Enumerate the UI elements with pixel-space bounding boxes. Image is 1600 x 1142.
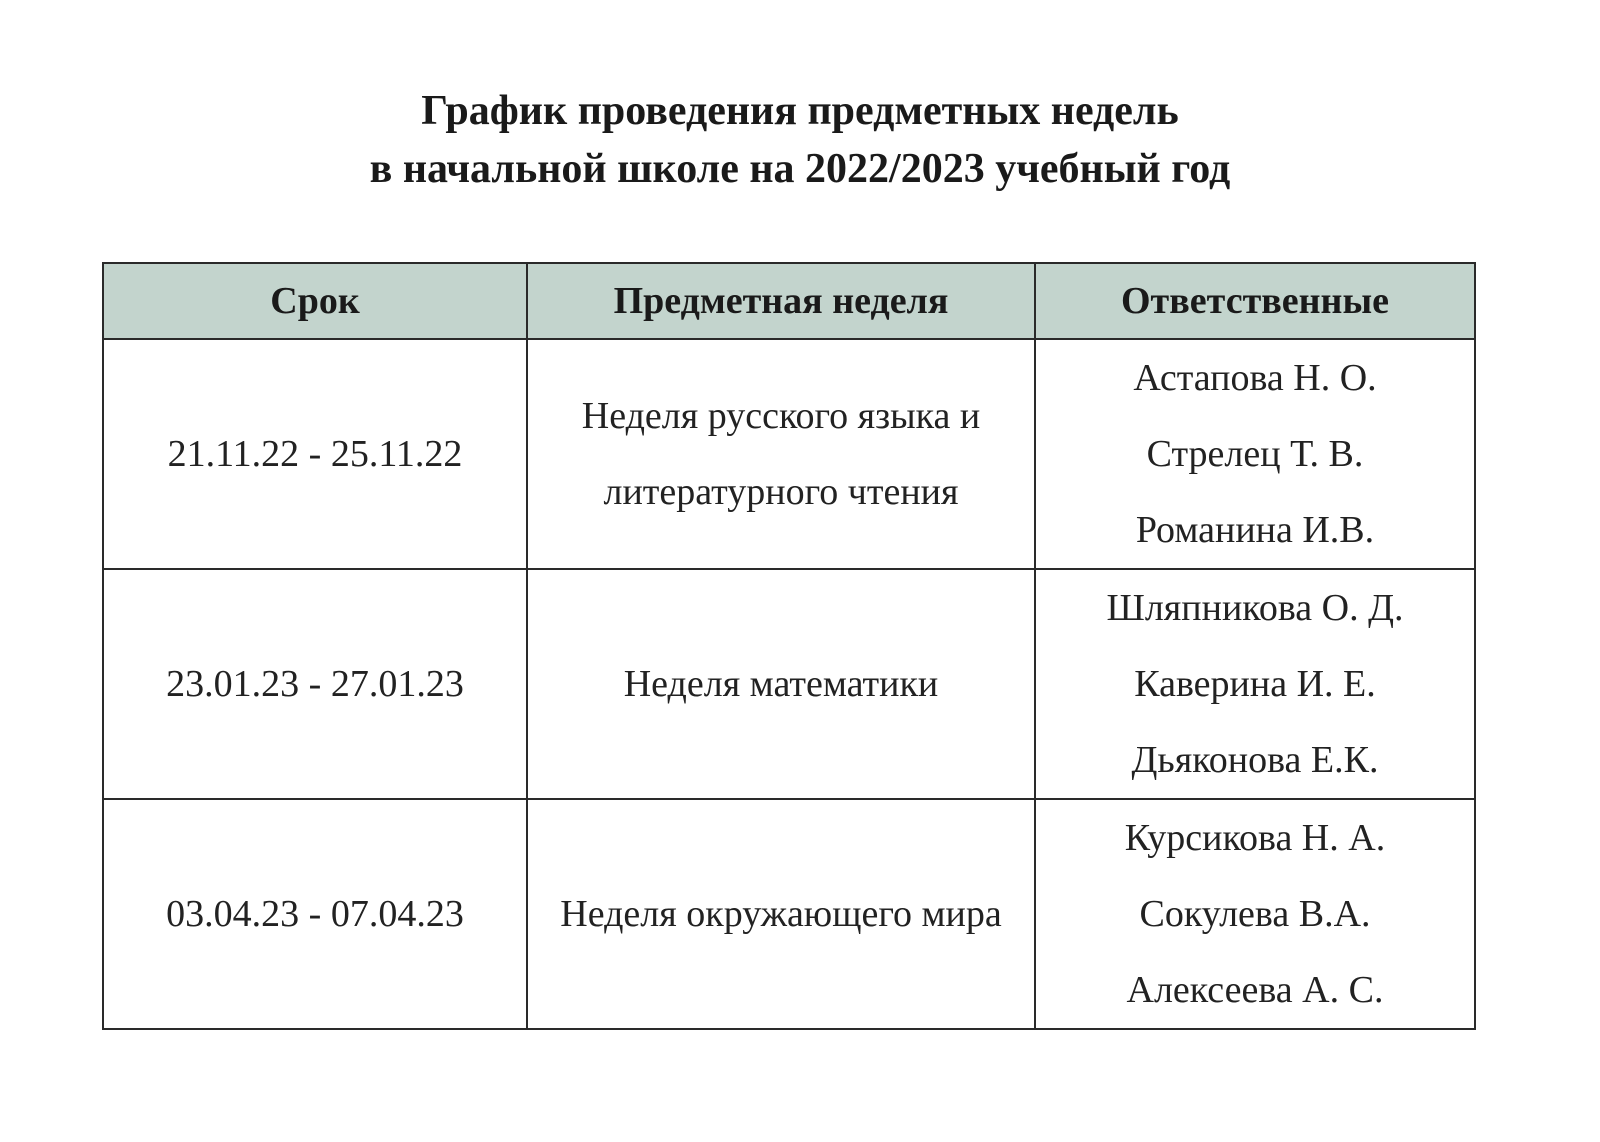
week-name: Неделя русского языка и литературного чтения <box>581 395 981 513</box>
responsible-name: Дьяконова Е.К. <box>1131 739 1379 781</box>
responsible-name: Курсикова Н. А. <box>1124 817 1386 859</box>
header-subject-week: Предметная неделя <box>527 263 1035 339</box>
responsible-cell <box>1035 799 1475 1029</box>
responsible-name: Шляпникова О. Д. <box>1106 587 1404 629</box>
responsible-name: Сокулева В.А. <box>1139 893 1371 935</box>
table-row <box>103 339 1475 569</box>
responsible-cell <box>1035 339 1475 569</box>
week-name: Неделя математики <box>623 663 939 705</box>
header-row <box>103 263 1475 339</box>
header-responsible: Ответственные <box>1035 263 1475 339</box>
responsible-list <box>1036 800 1474 1028</box>
responsible-list <box>1036 340 1474 568</box>
table-row <box>103 799 1475 1029</box>
responsible-cell <box>1035 569 1475 799</box>
page-title <box>0 82 1600 198</box>
week-cell <box>527 339 1035 569</box>
responsible-list <box>1036 570 1474 798</box>
week-name: Неделя окружающего мира <box>560 893 1002 935</box>
table-row <box>103 569 1475 799</box>
responsible-name: Астапова Н. О. <box>1133 357 1377 399</box>
title-line-2: в начальной школе на 2022/2023 учебный год <box>369 146 1231 192</box>
title-line-1: График проведения предметных недель <box>421 88 1179 134</box>
schedule-table <box>102 262 1476 1030</box>
period-cell: 23.01.23 - 27.01.23 <box>103 569 527 799</box>
week-cell <box>527 569 1035 799</box>
responsible-name: Романина И.В. <box>1135 509 1375 551</box>
week-cell <box>527 799 1035 1029</box>
header-period: Срок <box>103 263 527 339</box>
responsible-name: Алексеева А. С. <box>1126 969 1384 1011</box>
period-cell: 21.11.22 - 25.11.22 <box>103 339 527 569</box>
period-cell: 03.04.23 - 07.04.23 <box>103 799 527 1029</box>
responsible-name: Каверина И. Е. <box>1134 663 1376 705</box>
responsible-name: Стрелец Т. В. <box>1146 433 1364 475</box>
